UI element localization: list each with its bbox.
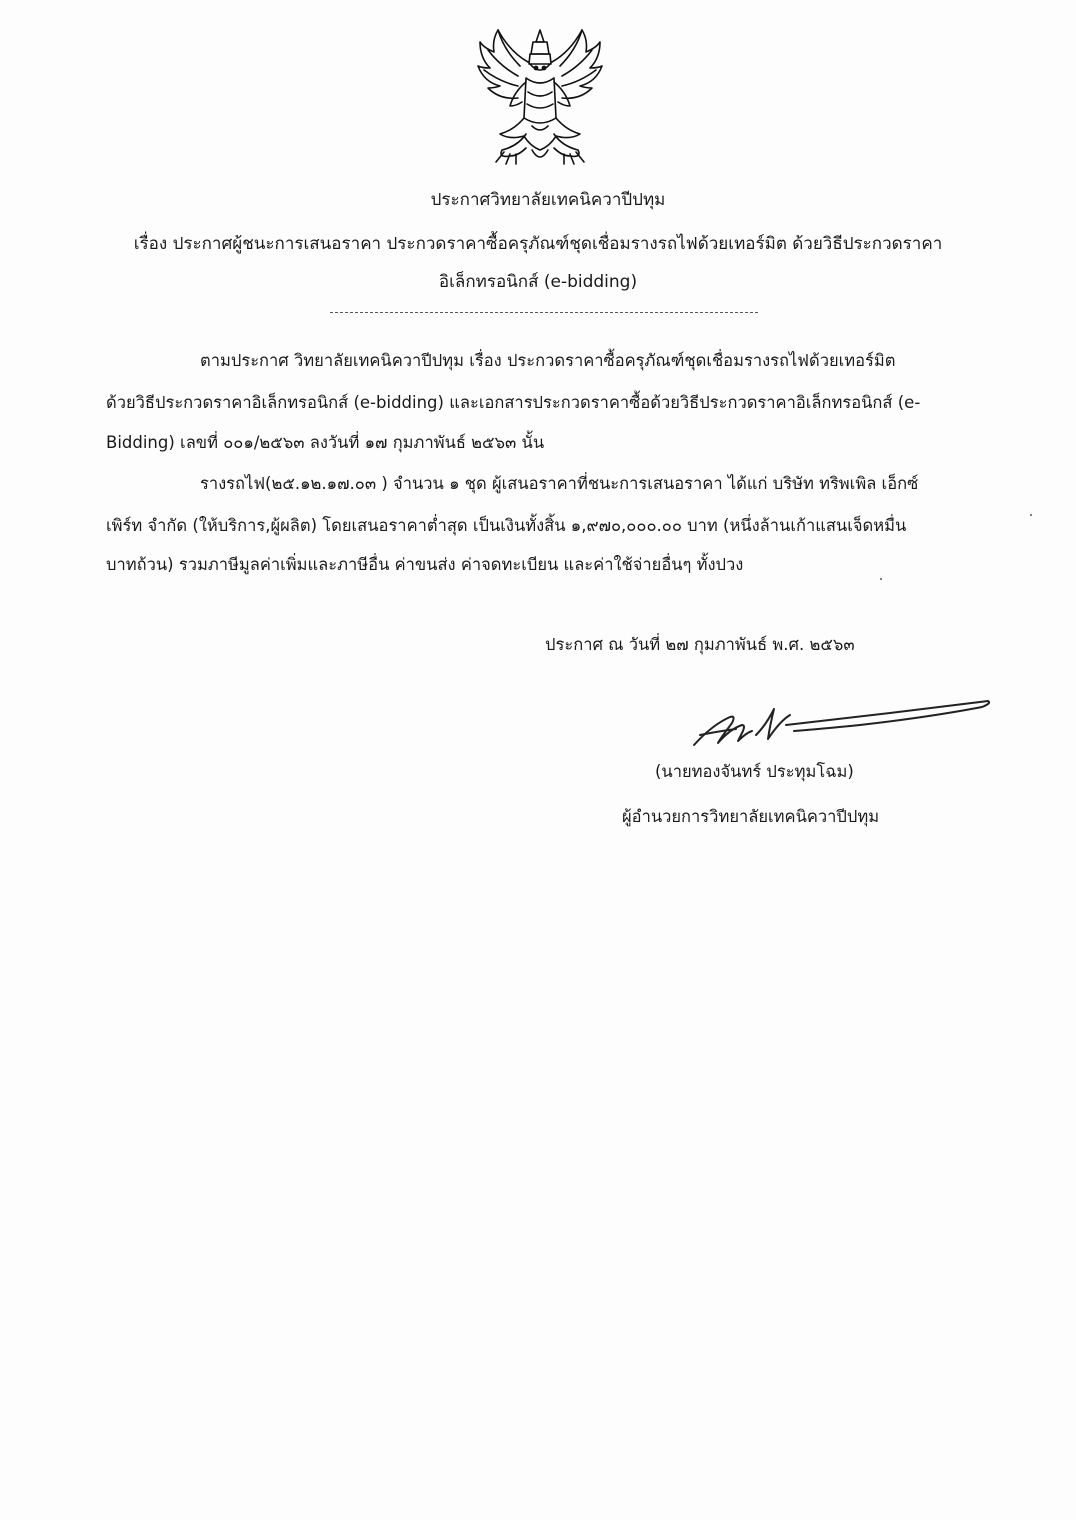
announcement-subject: เรื่อง ประกาศผู้ชนะการเสนอราคา ประกวดราคาซื้อครุภัณฑ์ชุดเชื่อมรางรถไฟด้วยเทอร์มิต ด้วยวิธีประกวดราคา	[133, 234, 943, 254]
signer-position: ผู้อำนวยการวิทยาลัยเทคนิควาปีปทุม	[622, 807, 880, 826]
announcement-title: ประกาศวิทยาลัยเทคนิควาปีปทุม	[430, 190, 666, 210]
scan-speck	[880, 578, 882, 580]
paragraph2-line2: เพิร์ท จำกัด (ให้บริการ,ผู้ผลิต) โดยเสนอราคาต่ำสุด เป็นเงินทั้งสิ้น ๑,๙๗๐,๐๐๐.๐๐ บาท (หนึ่งล้านเก้าแสนเจ็ดหมื่น	[106, 516, 907, 535]
paragraph2-line3: บาทถ้วน) รวมภาษีมูลค่าเพิ่มและภาษีอื่น ค่าขนส่ง ค่าจดทะเบียน และค่าใช้จ่ายอื่นๆ ทั้งปวง	[106, 555, 744, 574]
signature-image	[690, 695, 1000, 755]
garuda-emblem-icon	[470, 22, 610, 177]
scan-speck	[1030, 514, 1032, 516]
title-divider	[330, 312, 758, 313]
paragraph1-line1: ตามประกาศ วิทยาลัยเทคนิควาปีปทุม เรื่อง ประกวดราคาซื้อครุภัณฑ์ชุดเชื่อมรางรถไฟด้วยเทอร์มิต	[200, 351, 896, 370]
paragraph2-line1: รางรถไฟ(๒๕.๑๒.๑๗.๐๓ ) จำนวน ๑ ชุด ผู้เสนอราคาที่ชนะการเสนอราคา ได้แก่ บริษัท ทริพเพิล เอ็กซ์	[200, 474, 919, 493]
paragraph1-line2: ด้วยวิธีประกวดราคาอิเล็กทรอนิกส์ (e-bidding) และเอกสารประกวดราคาซื้อด้วยวิธีประกวดราคาอิเล็กทรอนิกส์ (e-	[106, 393, 921, 412]
announcement-date: ประกาศ ณ วันที่ ๒๗ กุมภาพันธ์ พ.ศ. ๒๕๖๓	[545, 635, 855, 654]
announcement-subject-cont: อิเล็กทรอนิกส์ (e-bidding)	[438, 272, 638, 292]
paragraph1-line3: Bidding) เลขที่ ๐๐๑/๒๕๖๓ ลงวันที่ ๑๗ กุมภาพันธ์ ๒๕๖๓ นั้น	[106, 433, 545, 452]
signer-name: (นายทองจันทร์ ประทุมโฉม)	[655, 762, 854, 781]
